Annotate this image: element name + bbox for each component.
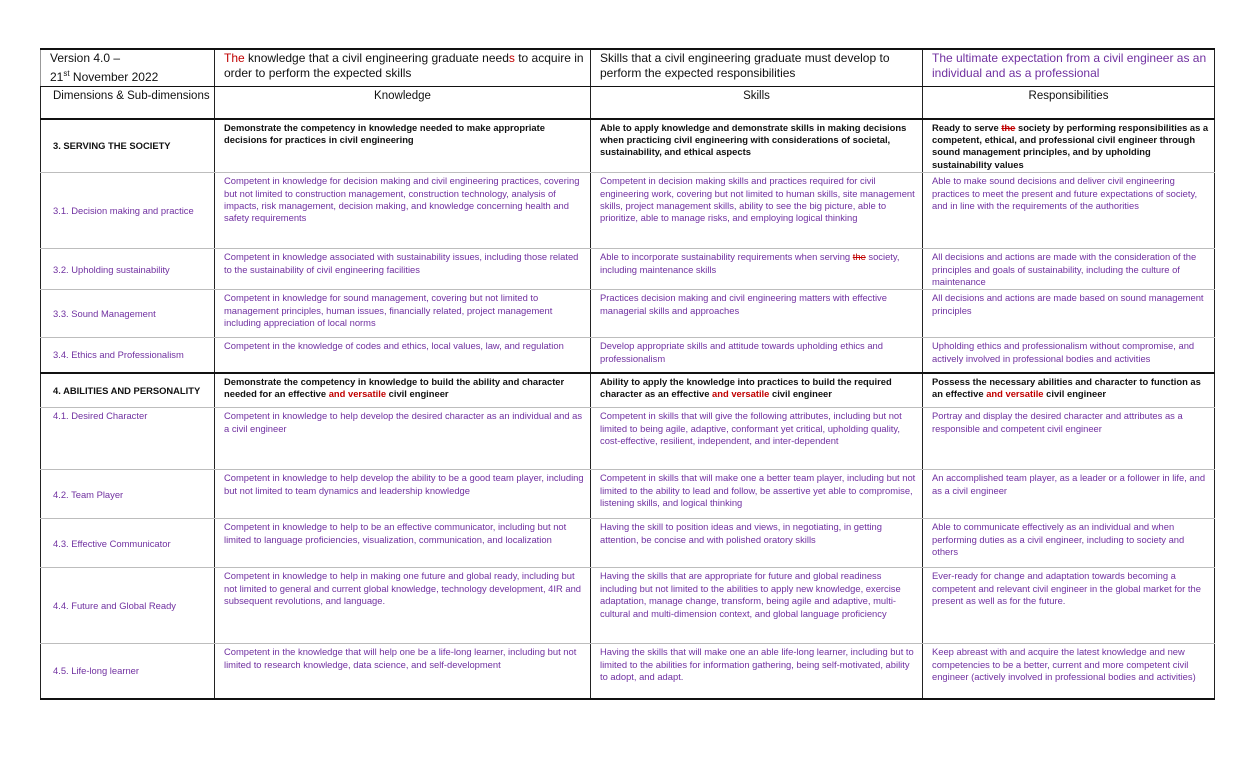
competency-table: [40, 48, 1215, 700]
row-responsibilities: Keep abreast with and acquire the latest knowledge and new competencies to be a better, current and more competent civil engineer (actively involved in professional bodies and activities): [923, 644, 1215, 699]
column-header-row: [41, 87, 1215, 119]
table-row: [41, 173, 1215, 249]
row-responsibilities: All decisions and actions are made based on sound management principles: [923, 290, 1215, 338]
table-row: [41, 644, 1215, 699]
row-label: 4.5. Life-long learner: [41, 644, 215, 699]
row-skills: Practices decision making and civil engineering matters with effective managerial skills and approaches: [591, 290, 923, 338]
col-header-responsibilities: Responsibilities: [923, 87, 1215, 119]
row-label: 4.2. Team Player: [41, 470, 215, 519]
row-knowledge: Competent in knowledge associated with sustainability issues, including those related to the sustainability of civil engineering facilities: [215, 249, 591, 290]
intro-row: [41, 49, 1215, 87]
row-responsibilities: Ever-ready for change and adaptation towards becoming a competent and relevant civil engineer in the global market for the present as well as for the future.: [923, 568, 1215, 644]
section-row-abilities-personality: [41, 373, 1215, 408]
row-skills: Having the skill to position ideas and views, in negotiating, in getting attention, be concise and with polished oratory skills: [591, 519, 923, 568]
row-knowledge: Competent in knowledge to help in making one future and global ready, including but not limited to general and current global knowledge, technology development, 4IR and subsequent revolutions, and language.: [215, 568, 591, 644]
section-skills: Able to apply knowledge and demonstrate skills in making decisions when practicing civil engineering with considerations of societal, sustainability, and ethical aspects: [591, 119, 923, 173]
row-label: 3.4. Ethics and Professionalism: [41, 338, 215, 373]
table-row: [41, 338, 1215, 373]
row-knowledge: Competent in knowledge for sound management, covering but not limited to management principles, human issues, financially related, project management including appreciation of local norms: [215, 290, 591, 338]
table-row: [41, 519, 1215, 568]
table-row: [41, 290, 1215, 338]
row-knowledge: Competent in the knowledge that will help one be a life-long learner, including but not limited to research knowledge, data science, and self-development: [215, 644, 591, 699]
row-responsibilities: Able to communicate effectively as an individual and when performing duties as a civil engineer, including to society and others: [923, 519, 1215, 568]
row-knowledge: Competent in knowledge to help develop the desired character as an individual and as a civil engineer: [215, 408, 591, 470]
section-skills: Ability to apply the knowledge into practices to build the required character as an effective and versatile civil engineer: [591, 373, 923, 408]
row-responsibilities: An accomplished team player, as a leader or a follower in life, and as a civil engineer: [923, 470, 1215, 519]
version-date-day: 21: [50, 70, 64, 84]
responsibilities-intro: The ultimate expectation from a civil engineer as an individual and as a professional: [923, 49, 1215, 87]
skills-intro: Skills that a civil engineering graduate must develop to perform the expected responsibilities: [591, 49, 923, 87]
col-header-dimensions: Dimensions & Sub-dimensions: [41, 87, 215, 119]
row-skills: Develop appropriate skills and attitude towards upholding ethics and professionalism: [591, 338, 923, 373]
table-row: [41, 249, 1215, 290]
row-knowledge: Competent in knowledge for decision making and civil engineering practices, covering but not limited to construction management, construction technology, analysis of impacts, risk management, decision making, and knowledge concerning health and safety requirements: [215, 173, 591, 249]
table-row: [41, 470, 1215, 519]
row-skills: Able to incorporate sustainability requirements when serving the society, including maintenance skills: [591, 249, 923, 290]
row-label: 4.4. Future and Global Ready: [41, 568, 215, 644]
section-responsibilities: Ready to serve the society by performing responsibilities as a competent, ethical, and professional civil engineer through sound management principles, and by upholding sustainability values: [923, 119, 1215, 173]
row-label: 3.2. Upholding sustainability: [41, 249, 215, 290]
row-label: 3.3. Sound Management: [41, 290, 215, 338]
table-row: [41, 408, 1215, 470]
section-label: 3. SERVING THE SOCIETY: [41, 119, 215, 173]
version-label: Version 4.0 –: [50, 51, 121, 65]
row-knowledge: Competent in knowledge to help to be an effective communicator, including but not limited to language proficiencies, visualization, communication, and localization: [215, 519, 591, 568]
col-header-skills: Skills: [591, 87, 923, 119]
row-knowledge: Competent in the knowledge of codes and ethics, local values, law, and regulation: [215, 338, 591, 373]
section-knowledge: Demonstrate the competency in knowledge to build the ability and character needed for an effective and versatile civil engineer: [215, 373, 591, 408]
row-label: 3.1. Decision making and practice: [41, 173, 215, 249]
row-skills: Having the skills that will make one an able life-long learner, including but to limited to the abilities for information gathering, being self-motivated, ability to adopt, and adapt.: [591, 644, 923, 699]
row-responsibilities: Able to make sound decisions and deliver civil engineering practices to meet the present and future expectations of society, and in line with the requirements of the authorities: [923, 173, 1215, 249]
table-row: [41, 568, 1215, 644]
section-row-serving-society: [41, 119, 1215, 173]
row-label: 4.1. Desired Character: [41, 408, 215, 470]
knowledge-intro: The knowledge that a civil engineering graduate needs to acquire in order to perform the expected skills: [215, 49, 591, 87]
row-label: 4.3. Effective Communicator: [41, 519, 215, 568]
row-skills: Having the skills that are appropriate for future and global readiness including but not limited to the abilities to apply new knowledge, exercise adaptation, manage change, transform, being agile and adaptive, multi-cultural and multi-dimension context, and global language proficiency: [591, 568, 923, 644]
row-skills: Competent in skills that will give the following attributes, including but not limited to being agile, adaptive, conformant yet critical, upholding quality, cost-effective, resilient, independent, and inter-dependent: [591, 408, 923, 470]
row-knowledge: Competent in knowledge to help develop the ability to be a good team player, including but not limited to team dynamics and leadership knowledge: [215, 470, 591, 519]
row-skills: Competent in decision making skills and practices required for civil engineering work, covering but not limited to human skills, site management skills, project management skills, ability to see the big picture, able to prioritize, able to manage risks, and employing logical thinking: [591, 173, 923, 249]
section-label: 4. ABILITIES AND PERSONALITY: [41, 373, 215, 408]
row-responsibilities: Portray and display the desired character and attributes as a responsible and competent civil engineer: [923, 408, 1215, 470]
col-header-knowledge: Knowledge: [215, 87, 591, 119]
version-date-suffix: st: [63, 69, 70, 78]
section-responsibilities: Possess the necessary abilities and character to function as an effective and versatile civil engineer: [923, 373, 1215, 408]
row-responsibilities: Upholding ethics and professionalism without compromise, and actively involved in professional bodies and activities: [923, 338, 1215, 373]
row-skills: Competent in skills that will make one a better team player, including but not limited to the ability to lead and follow, be assertive yet able to compromise, listening skills, and logical thinking: [591, 470, 923, 519]
version-cell: [41, 49, 215, 87]
row-responsibilities: All decisions and actions are made with the consideration of the principles and goals of sustainability, including the culture of maintenance: [923, 249, 1215, 290]
section-knowledge: Demonstrate the competency in knowledge needed to make appropriate decisions for practices in civil engineering: [215, 119, 591, 173]
version-date-rest: November 2022: [69, 70, 159, 84]
